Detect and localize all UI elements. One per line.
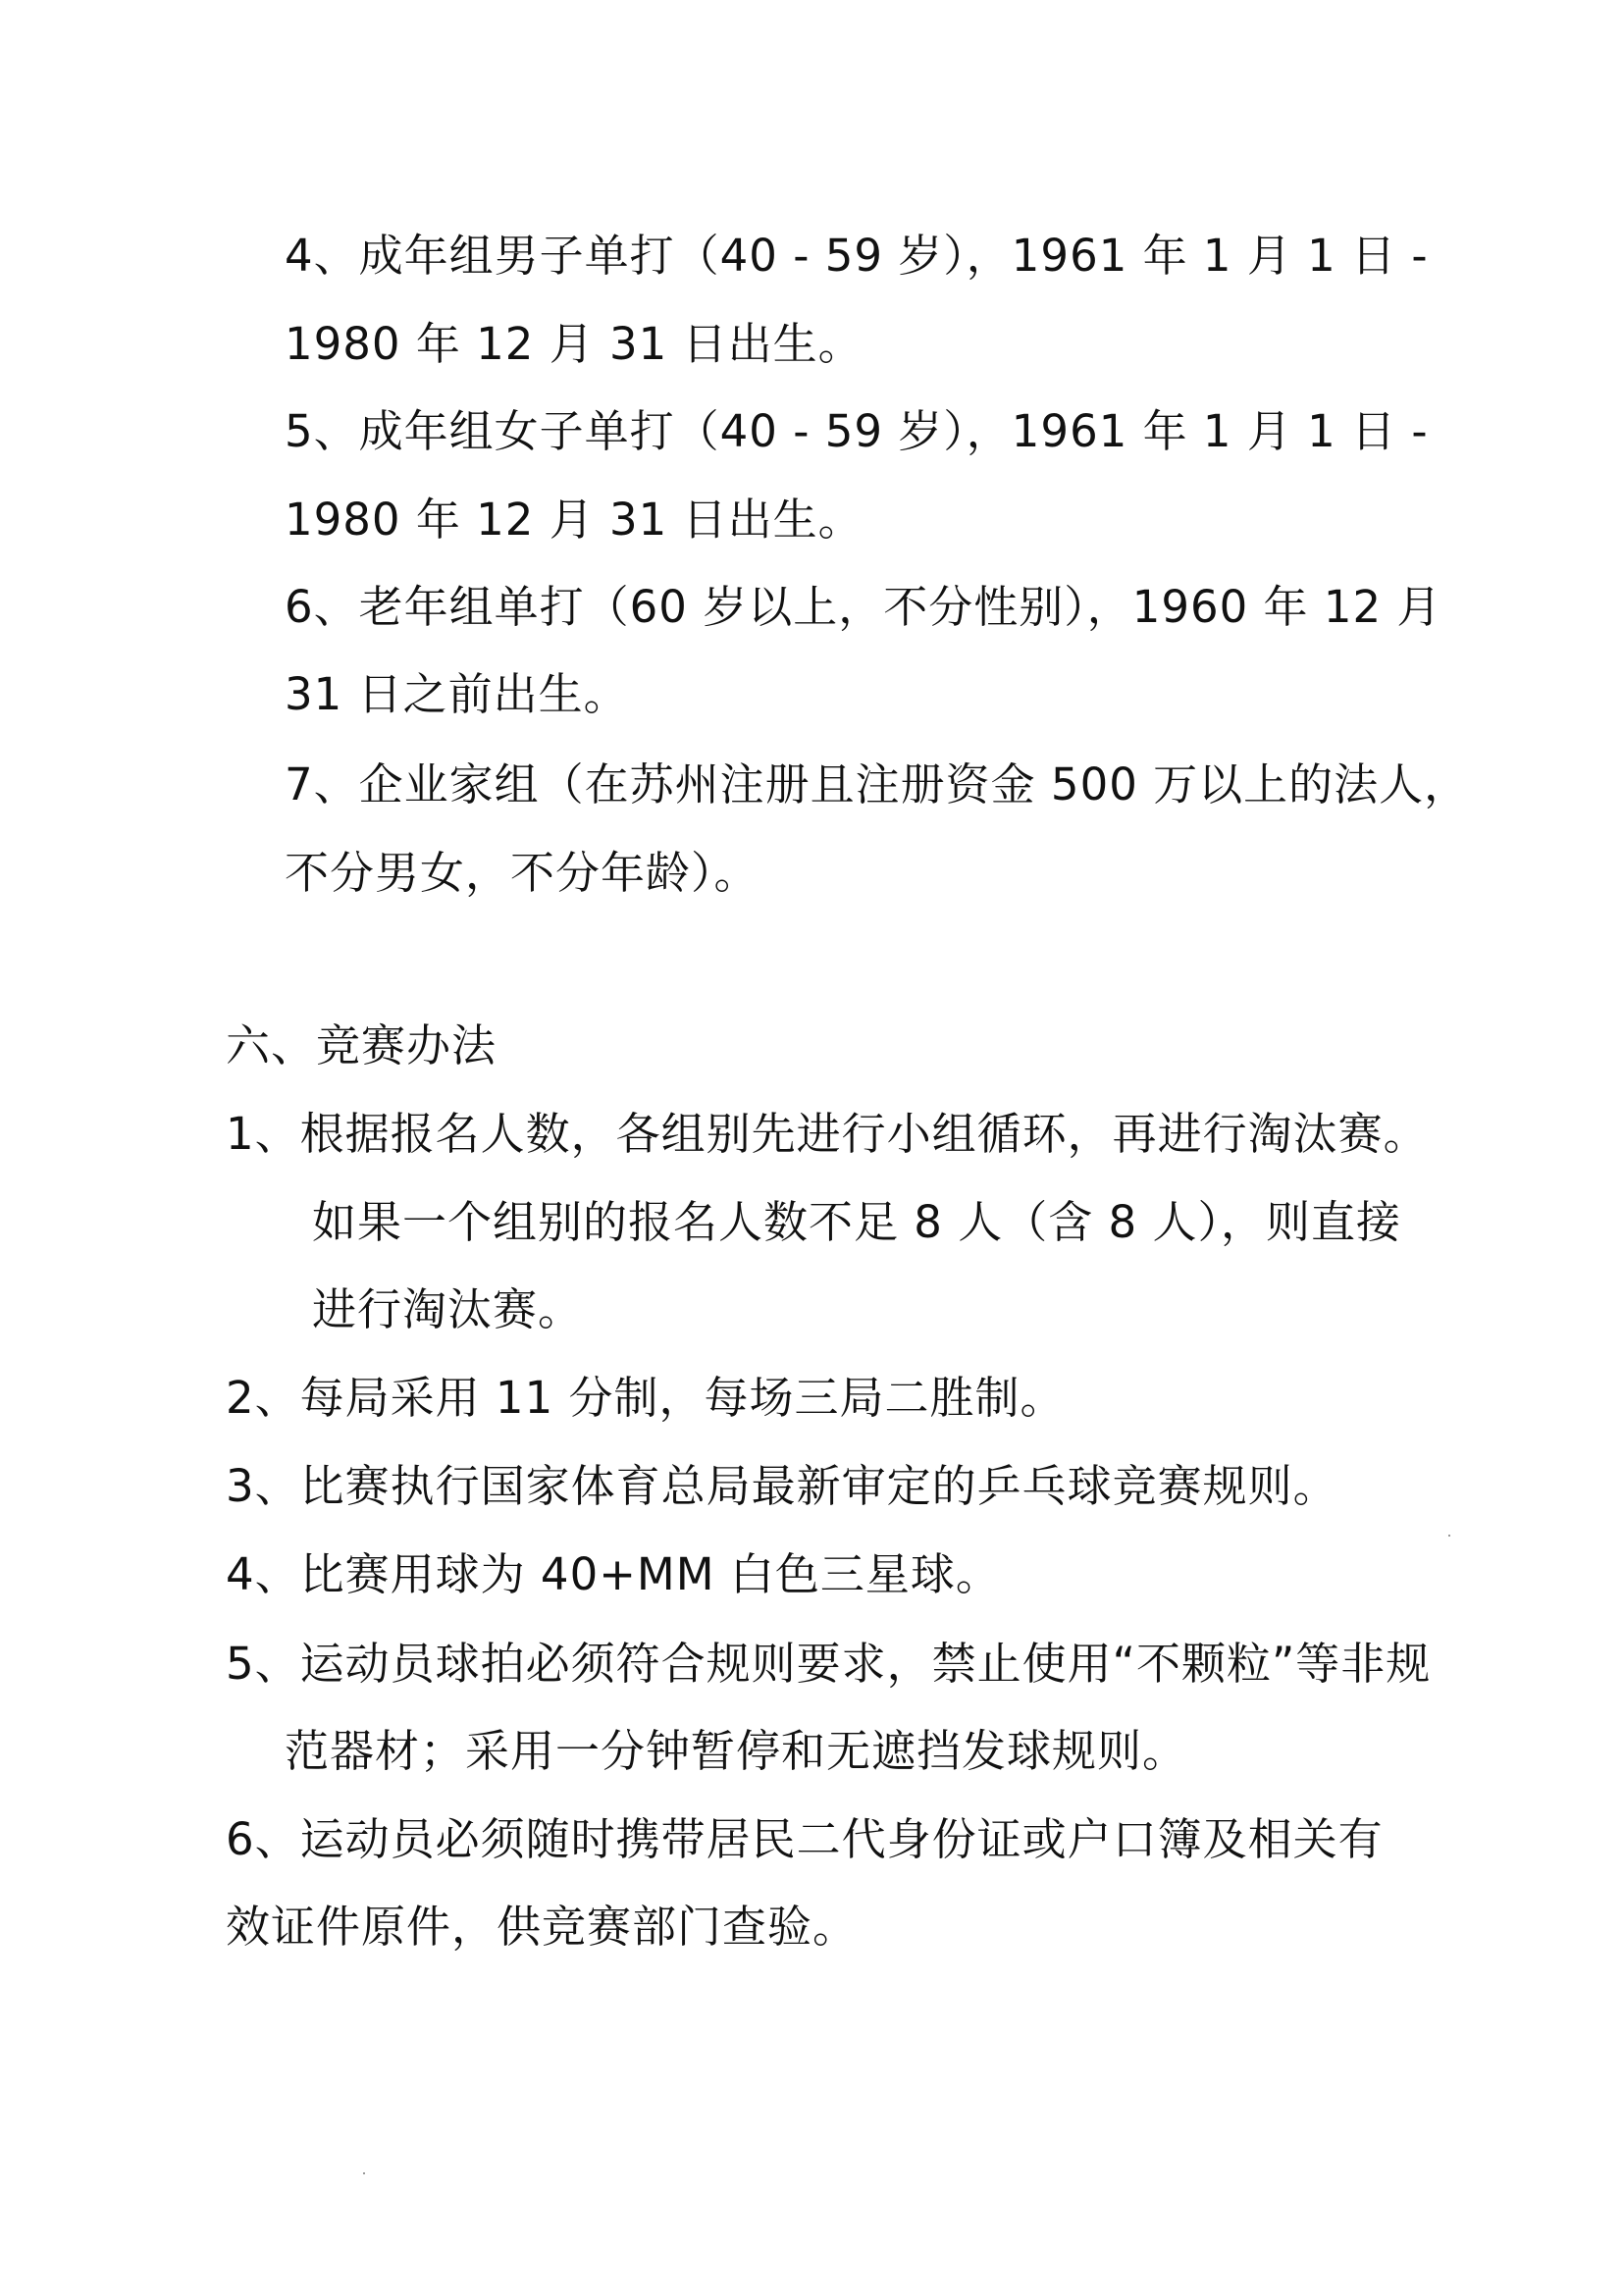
rule-1-line-1: 1、根据报名人数，各组别先进行小组循环，再进行淘汰赛。 (226, 1108, 1429, 1160)
rule-6-line-1: 6、运动员必须随时携带居民二代身份证或户口簿及相关有 (226, 1813, 1384, 1865)
group-6-line-1: 6、老年组单打（60 岁以上，不分性别），1960 年 12 月 (285, 581, 1442, 633)
group-7-line-2: 不分男女，不分年龄）。 (285, 847, 759, 899)
rule-1-line-2: 如果一个组别的报名人数不足 8 人（含 8 人），则直接 (312, 1196, 1401, 1248)
scan-speck (363, 2172, 365, 2174)
scan-speck (1448, 1535, 1450, 1537)
rule-5-line-1: 5、运动员球拍必须符合规则要求，禁止使用“不颗粒”等非规 (226, 1638, 1432, 1690)
rule-5-line-2: 范器材；采用一分钟暂停和无遮挡发球规则。 (285, 1725, 1188, 1777)
group-5-line-1: 5、成年组女子单打（40 - 59 岁），1961 年 1 月 1 日 - (285, 405, 1429, 457)
rule-6-line-2: 效证件原件，供竞赛部门查验。 (226, 1901, 859, 1953)
section-heading: 六、竞赛办法 (226, 1019, 497, 1071)
group-6-line-2: 31 日之前出生。 (285, 668, 629, 720)
group-7-line-1: 7、企业家组（在苏州注册且注册资金 500 万以上的法人， (285, 758, 1470, 810)
group-4-line-2: 1980 年 12 月 31 日出生。 (285, 318, 864, 370)
rule-2-line-1: 2、每局采用 11 分制，每场三局二胜制。 (226, 1372, 1066, 1424)
rule-3-line-1: 3、比赛执行国家体育总局最新审定的乒乓球竞赛规则。 (226, 1460, 1338, 1512)
rule-1-line-3: 进行淘汰赛。 (312, 1283, 584, 1335)
group-5-line-2: 1980 年 12 月 31 日出生。 (285, 494, 864, 546)
group-4-line-1: 4、成年组男子单打（40 - 59 岁），1961 年 1 月 1 日 - (285, 230, 1429, 282)
rule-4-line-1: 4、比赛用球为 40+MM 白色三星球。 (226, 1548, 1001, 1600)
